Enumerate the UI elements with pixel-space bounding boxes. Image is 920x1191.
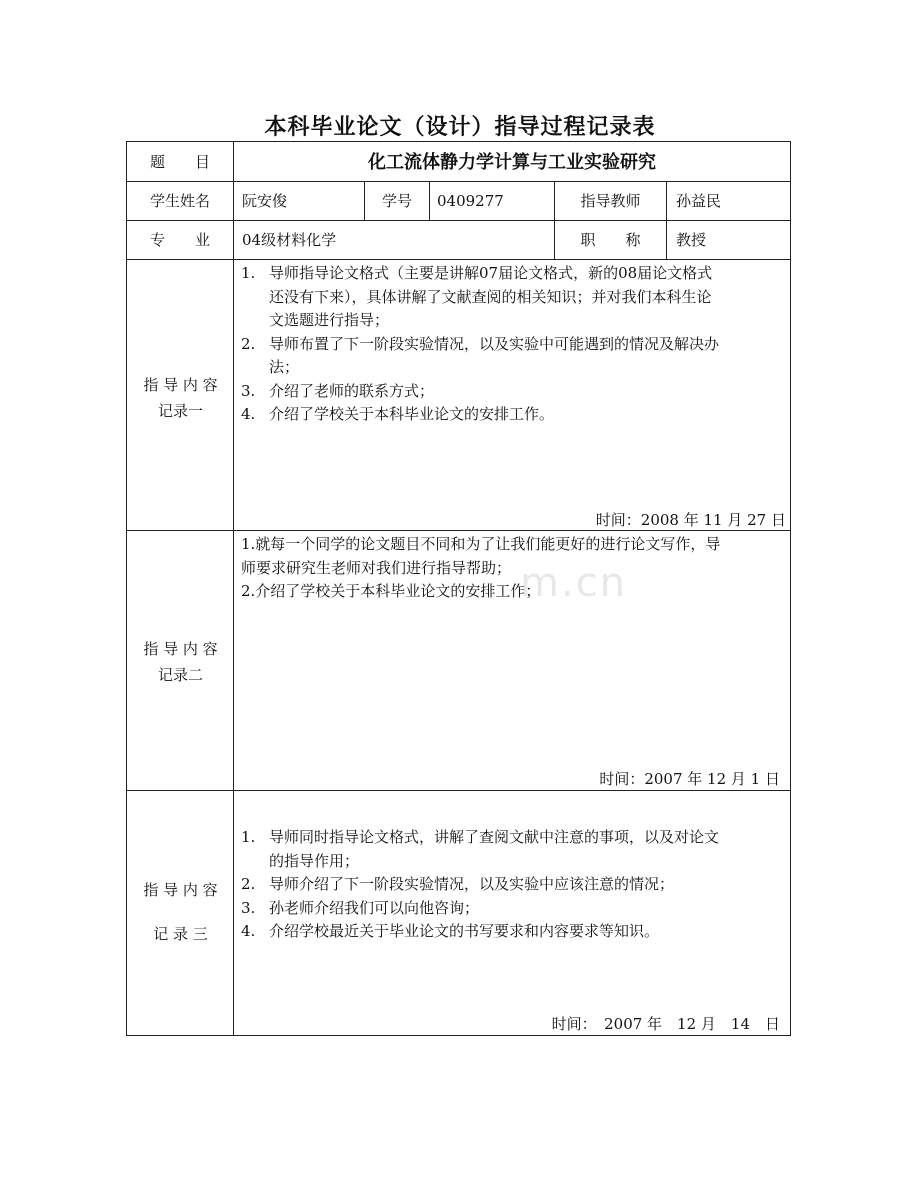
record-1-label <box>127 372 234 424</box>
list-item <box>241 262 721 333</box>
item-number: 3. <box>241 898 256 917</box>
column-divider <box>666 181 667 259</box>
item-number: 2. <box>241 334 256 353</box>
record-2-time: 时间：2007 年 12 月 1 日 <box>599 770 780 788</box>
item-text: 导师介绍了下一阶段实验情况，以及实验中应该注意的情况； <box>269 875 675 893</box>
item-text: 导师同时指导论文格式，讲解了查阅文献中注意的事项，以及对论文的指导作用； <box>269 828 720 870</box>
record-3-label <box>127 868 234 956</box>
subject-label: 题 目 <box>149 152 210 171</box>
record-label-line: 指 导 内 容 <box>143 881 218 899</box>
list-item <box>241 826 721 873</box>
document-title: 本科毕业论文（设计）指导过程记录表 <box>264 115 656 140</box>
rank-value: 教授 <box>676 231 707 249</box>
record-2-label <box>127 636 234 688</box>
record-label-line: 指 导 内 容 <box>143 376 218 394</box>
column-divider <box>429 181 430 220</box>
record-label-line: 指 导 内 容 <box>143 640 218 658</box>
row-divider <box>126 530 791 531</box>
list-item <box>241 873 721 897</box>
record-label-line: 记录一 <box>157 402 203 420</box>
list-item <box>241 897 721 921</box>
row-divider <box>126 259 791 260</box>
list-item <box>241 333 721 380</box>
list-item <box>241 920 721 944</box>
student-id-label: 学号 <box>381 192 412 210</box>
list-item <box>241 380 721 404</box>
major-value: 04级材料化学 <box>242 231 337 249</box>
major-label: 专 业 <box>149 231 210 249</box>
record-3-time: 时间： 2007 年 12 月 14 日 <box>551 1015 780 1033</box>
content-line: 1.就每一个同学的论文题目不同和为了让我们能更好的进行论文写作，导师要求研究生老师对我们进行指导帮助； <box>241 535 721 577</box>
item-number: 1. <box>241 264 256 282</box>
row-divider <box>126 790 791 791</box>
record-3-list <box>241 826 721 944</box>
item-text: 导师布置了下一阶段实验情况，以及实验中可能遇到的情况及解决办法； <box>269 334 720 376</box>
item-number: 1. <box>241 828 256 846</box>
record-2-content <box>241 533 721 604</box>
list-item <box>241 403 721 427</box>
item-text: 介绍了老师的联系方式； <box>269 381 435 400</box>
record-label-line: 记录二 <box>157 666 203 684</box>
watermark: m.cn <box>520 560 628 606</box>
record-1-time: 时间：2008 年 11 月 27 日 <box>595 511 786 529</box>
item-number: 2. <box>241 875 256 893</box>
rank-label: 职 称 <box>580 231 641 249</box>
advisor-label: 指导教师 <box>580 192 641 210</box>
item-number: 4. <box>241 922 256 940</box>
content-line: 2.介绍了学校关于本科毕业论文的安排工作； <box>241 582 541 600</box>
item-number: 4. <box>241 405 256 423</box>
subject-value: 化工流体静力学计算与工业实验研究 <box>368 152 656 173</box>
item-number: 3. <box>241 381 256 400</box>
advisor-value: 孙益民 <box>676 192 722 210</box>
student-name-value: 阮安俊 <box>242 192 288 210</box>
item-text: 介绍了学校关于本科毕业论文的安排工作。 <box>269 405 555 423</box>
student-name-label: 学生姓名 <box>149 192 210 210</box>
item-text: 孙老师介绍我们可以向他咨询； <box>269 898 480 917</box>
record-1-list <box>241 262 721 427</box>
item-text: 导师指导论文格式（主要是讲解07届论文格式，新的08届论文格式还没有下来），具体讲解了文献查阅的相关知识；并对我们本科生论文选题进行指导； <box>269 264 713 329</box>
item-text: 介绍学校最近关于毕业论文的书写要求和内容要求等知识。 <box>269 922 660 940</box>
record-label-line: 记 录 三 <box>153 925 208 943</box>
student-id-value: 0409277 <box>437 191 504 210</box>
